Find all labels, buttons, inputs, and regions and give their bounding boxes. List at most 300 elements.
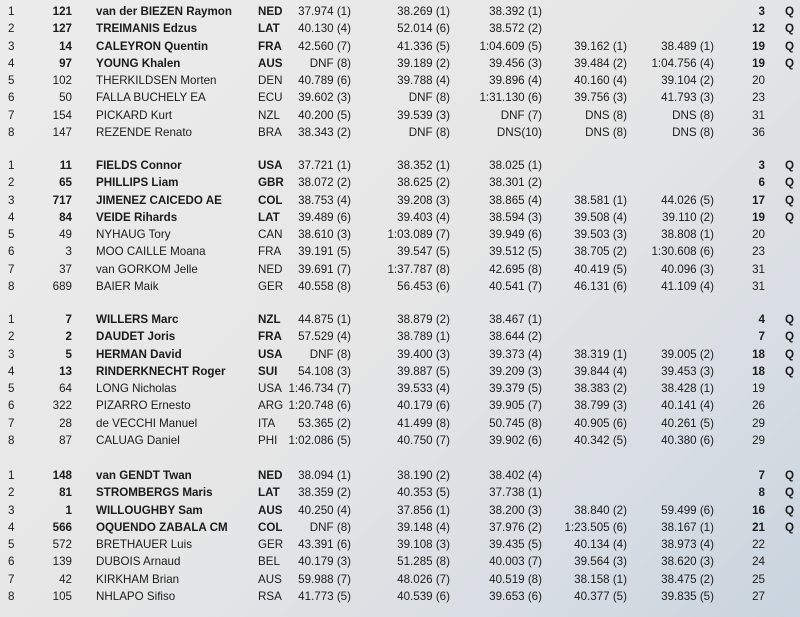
nation-code: CAN: [258, 228, 283, 242]
run-2-time: 39.887 (5): [397, 364, 450, 378]
run-2-time: 39.400 (3): [397, 347, 450, 361]
run-2-time: 39.208 (3): [397, 193, 450, 207]
position-cell: 7: [8, 108, 15, 122]
rider-name: BRETHAUER Luis: [96, 538, 192, 552]
points-total: 23: [752, 245, 765, 259]
table-row: [0, 311, 800, 328]
position-cell: 8: [8, 434, 15, 448]
qualified-mark: Q: [784, 159, 794, 172]
bib-number: 717: [52, 193, 72, 207]
run-1-time: DNF (8): [309, 347, 351, 361]
rider-name: van GORKOM Jelle: [96, 262, 198, 276]
run-1-time: 43.391 (6): [298, 538, 351, 552]
nation-code: AUS: [258, 572, 282, 586]
run-1-time: 38.343 (2): [298, 126, 351, 140]
run-5-time: 44.026 (5): [661, 193, 714, 207]
table-row: [0, 243, 800, 260]
nation-code: DEN: [258, 74, 283, 88]
run-1-time: DNF (8): [309, 56, 351, 70]
heat-3: [0, 311, 800, 449]
position-cell: 3: [8, 347, 15, 361]
run-1-time: 40.179 (3): [298, 555, 351, 569]
qualified-mark: Q: [784, 520, 794, 534]
nation-code: FRA: [258, 245, 282, 259]
bib-number: 102: [52, 74, 72, 88]
bib-number: 97: [59, 56, 72, 70]
run-2-time: 39.539 (3): [397, 108, 450, 122]
points-total: 29: [752, 416, 765, 430]
rider-name: REZENDE Renato: [96, 126, 193, 140]
run-1-time: 54.108 (3): [298, 364, 351, 378]
run-4-time: 40.160 (4): [574, 74, 627, 88]
position-cell: 2: [8, 176, 15, 190]
bib-number: 689: [52, 280, 72, 294]
run-3-time: DNS(10): [496, 126, 542, 140]
bib-number: 5: [65, 347, 72, 361]
run-4-time: DNS (8): [585, 126, 627, 140]
table-row: [0, 502, 800, 519]
run-4-time: 38.705 (2): [574, 245, 627, 259]
run-5-time: 1:04.756 (4): [651, 56, 714, 70]
position-cell: 2: [8, 486, 15, 500]
table-row: [0, 278, 800, 295]
run-3-time: 40.541 (7): [489, 280, 542, 294]
run-4-time: 1:23.505 (6): [564, 520, 627, 534]
table-row: [0, 328, 800, 345]
table-row: [0, 432, 800, 449]
nation-code: FRA: [258, 330, 282, 344]
run-5-time: 38.973 (4): [661, 538, 714, 552]
run-5-time: 38.489 (1): [661, 39, 714, 53]
points-total: 19: [752, 56, 765, 70]
run-3-time: 42.695 (8): [489, 262, 542, 276]
run-5-time: 40.380 (6): [661, 434, 714, 448]
run-1-time: 38.610 (3): [298, 228, 351, 242]
points-total: 23: [752, 91, 765, 105]
qualified-mark: Q: [784, 313, 794, 326]
rider-name: NHLAPO Sifiso: [96, 590, 176, 604]
run-5-time: 38.428 (1): [661, 382, 714, 396]
bib-number: 64: [59, 382, 72, 396]
qualified-mark: Q: [784, 5, 794, 18]
position-cell: 8: [8, 590, 15, 604]
run-4-time: 39.162 (1): [574, 39, 627, 53]
run-2-time: 40.353 (5): [397, 486, 450, 500]
table-row: [0, 72, 800, 89]
rider-name: LONG Nicholas: [96, 382, 177, 396]
run-1-time: 38.359 (2): [298, 486, 351, 500]
run-4-time: 39.503 (3): [574, 228, 627, 242]
points-total: 26: [752, 399, 765, 413]
table-row: [0, 38, 800, 55]
rider-name: CALEYRON Quentin: [96, 39, 209, 53]
run-3-time: 38.200 (3): [489, 503, 542, 517]
points-total: 18: [752, 364, 765, 378]
rider-name: DUBOIS Arnaud: [96, 555, 181, 569]
position-cell: 3: [8, 39, 15, 53]
position-cell: 1: [8, 313, 15, 326]
run-3-time: 39.209 (3): [489, 364, 542, 378]
run-4-time: 38.383 (2): [574, 382, 627, 396]
bib-number: 3: [65, 245, 72, 259]
run-3-time: 38.467 (1): [489, 313, 542, 326]
qualified-mark: Q: [784, 364, 794, 378]
run-2-time: 39.148 (4): [397, 520, 450, 534]
position-cell: 5: [8, 228, 15, 242]
run-1-time: 42.560 (7): [298, 39, 351, 53]
run-3-time: 39.435 (5): [489, 538, 542, 552]
table-row: [0, 588, 800, 605]
bib-number: 42: [59, 572, 72, 586]
table-row: [0, 363, 800, 380]
position-cell: 4: [8, 210, 15, 224]
bib-number: 49: [59, 228, 72, 242]
position-cell: 5: [8, 538, 15, 552]
run-2-time: 51.285 (8): [397, 555, 450, 569]
table-row: [0, 192, 800, 209]
table-row: [0, 553, 800, 570]
points-total: 3: [758, 5, 765, 18]
table-row: [0, 124, 800, 141]
qualified-mark: Q: [784, 22, 794, 36]
position-cell: 4: [8, 56, 15, 70]
run-3-time: 38.572 (2): [489, 22, 542, 36]
points-total: 4: [758, 313, 765, 326]
run-3-time: 38.865 (4): [489, 193, 542, 207]
run-2-time: 38.625 (2): [397, 176, 450, 190]
bib-number: 11: [59, 159, 72, 172]
run-3-time: 38.301 (2): [489, 176, 542, 190]
rider-name: JIMENEZ CAICEDO AE: [96, 193, 222, 207]
run-3-time: 37.976 (2): [489, 520, 542, 534]
run-5-time: 40.096 (3): [661, 262, 714, 276]
bib-number: 7: [65, 313, 72, 326]
run-5-time: 38.167 (1): [661, 520, 714, 534]
table-row: [0, 380, 800, 397]
nation-code: BEL: [258, 555, 280, 569]
run-4-time: 39.564 (3): [574, 555, 627, 569]
run-1-time: 1:46.734 (7): [288, 382, 351, 396]
nation-code: COL: [258, 193, 283, 207]
points-total: 19: [752, 210, 765, 224]
run-4-time: 39.484 (2): [574, 56, 627, 70]
run-3-time: 39.905 (7): [489, 399, 542, 413]
run-5-time: DNS (8): [672, 108, 714, 122]
bib-number: 65: [59, 176, 72, 190]
run-2-time: 52.014 (6): [397, 22, 450, 36]
bib-number: 147: [52, 126, 72, 140]
run-2-time: 41.336 (5): [397, 39, 450, 53]
bib-number: 2: [65, 330, 72, 344]
nation-code: NED: [258, 469, 283, 482]
position-cell: 2: [8, 22, 15, 36]
run-5-time: 1:30.608 (6): [651, 245, 714, 259]
run-1-time: 39.191 (5): [298, 245, 351, 259]
run-4-time: 38.319 (1): [574, 347, 627, 361]
rider-name: CALUAG Daniel: [96, 434, 180, 448]
run-1-time: 40.130 (4): [298, 22, 351, 36]
bib-number: 148: [52, 469, 72, 482]
nation-code: USA: [258, 382, 282, 396]
run-2-time: 39.108 (3): [397, 538, 450, 552]
table-row: [0, 226, 800, 243]
nation-code: ITA: [258, 416, 276, 430]
nation-code: FRA: [258, 39, 282, 53]
points-total: 19: [752, 382, 765, 396]
run-5-time: 38.808 (1): [661, 228, 714, 242]
run-3-time: 38.025 (1): [489, 159, 542, 172]
rider-name: RINDERKNECHT Roger: [96, 364, 226, 378]
points-total: 7: [758, 469, 765, 482]
run-4-time: 38.158 (1): [574, 572, 627, 586]
rider-name: WILLERS Marc: [96, 313, 179, 326]
run-2-time: 39.403 (4): [397, 210, 450, 224]
nation-code: NZL: [258, 108, 280, 122]
qualified-mark: Q: [784, 347, 794, 361]
run-3-time: 50.745 (8): [489, 416, 542, 430]
run-1-time: 41.773 (5): [298, 590, 351, 604]
run-3-time: 40.519 (8): [489, 572, 542, 586]
rider-name: BAIER Maik: [96, 280, 159, 294]
points-total: 27: [752, 590, 765, 604]
position-cell: 7: [8, 262, 15, 276]
run-1-time: 37.974 (1): [298, 5, 351, 18]
run-4-time: DNS (8): [585, 108, 627, 122]
run-5-time: DNS (8): [672, 126, 714, 140]
bib-number: 13: [59, 364, 72, 378]
points-total: 24: [752, 555, 765, 569]
run-3-time: 39.456 (3): [489, 56, 542, 70]
bib-number: 154: [52, 108, 72, 122]
run-2-time: 1:37.787 (8): [387, 262, 450, 276]
run-3-time: 38.392 (1): [489, 5, 542, 18]
bib-number: 14: [59, 39, 72, 53]
rider-name: WILLOUGHBY Sam: [96, 503, 203, 517]
points-total: 36: [752, 126, 765, 140]
heat-4: [0, 467, 800, 605]
table-row: [0, 261, 800, 278]
run-1-time: 40.200 (5): [298, 108, 351, 122]
table-row: [0, 20, 800, 37]
nation-code: LAT: [258, 486, 280, 500]
rider-name: FIELDS Connor: [96, 159, 182, 172]
bib-number: 121: [52, 5, 72, 18]
run-5-time: 41.109 (4): [661, 280, 714, 294]
run-1-time: 39.489 (6): [298, 210, 351, 224]
nation-code: NZL: [258, 313, 281, 326]
rider-name: PICKARD Kurt: [96, 108, 173, 122]
qualified-mark: Q: [784, 39, 794, 53]
nation-code: BRA: [258, 126, 282, 140]
run-3-time: 37.738 (1): [489, 486, 542, 500]
run-5-time: 39.005 (2): [661, 347, 714, 361]
rider-name: MOO CAILLE Moana: [96, 245, 206, 259]
run-5-time: 40.141 (4): [661, 399, 714, 413]
run-5-time: 39.453 (3): [661, 364, 714, 378]
run-1-time: 37.721 (1): [298, 159, 351, 172]
nation-code: NED: [258, 262, 283, 276]
run-1-time: 1:02.086 (5): [288, 434, 351, 448]
bib-number: 127: [52, 22, 72, 36]
position-cell: 4: [8, 520, 15, 534]
nation-code: GER: [258, 538, 284, 552]
run-5-time: 39.835 (5): [661, 590, 714, 604]
rider-name: PHILLIPS Liam: [96, 176, 179, 190]
table-row: [0, 346, 800, 363]
rider-name: OQUENDO ZABALA CM: [96, 520, 228, 534]
run-2-time: 40.750 (7): [397, 434, 450, 448]
position-cell: 8: [8, 280, 15, 294]
points-total: 8: [758, 486, 765, 500]
bib-number: 37: [59, 262, 72, 276]
run-1-time: 1:20.748 (6): [288, 399, 351, 413]
run-1-time: 38.072 (2): [298, 176, 351, 190]
nation-code: NED: [258, 5, 283, 18]
nation-code: AUS: [258, 56, 283, 70]
run-2-time: 37.856 (1): [397, 503, 450, 517]
nation-code: GBR: [258, 176, 284, 190]
position-cell: 1: [8, 5, 15, 18]
run-3-time: DNF (7): [500, 108, 542, 122]
run-1-time: DNF (8): [309, 520, 351, 534]
run-2-time: 40.539 (6): [397, 590, 450, 604]
rider-name: PIZARRO Ernesto: [96, 399, 191, 413]
position-cell: 3: [8, 503, 15, 517]
run-2-time: DNF (8): [408, 126, 450, 140]
rider-name: van der BIEZEN Raymon: [96, 5, 232, 18]
run-3-time: 38.594 (3): [489, 210, 542, 224]
run-5-time: 39.104 (2): [661, 74, 714, 88]
run-3-time: 1:31.130 (6): [479, 91, 542, 105]
run-2-time: 1:03.089 (7): [387, 228, 450, 242]
points-total: 31: [752, 280, 765, 294]
points-total: 18: [752, 347, 765, 361]
rider-name: van GENDT Twan: [96, 469, 192, 482]
run-1-time: 44.875 (1): [298, 313, 351, 326]
rider-name: TREIMANIS Edzus: [96, 22, 198, 36]
run-3-time: 38.644 (2): [489, 330, 542, 344]
bib-number: 28: [59, 416, 72, 430]
table-row: [0, 519, 800, 536]
nation-code: ECU: [258, 91, 283, 105]
nation-code: LAT: [258, 210, 280, 224]
position-cell: 6: [8, 399, 15, 413]
run-4-time: 38.581 (1): [574, 193, 627, 207]
run-2-time: 38.352 (1): [397, 159, 450, 172]
run-2-time: 38.879 (2): [397, 313, 450, 326]
run-3-time: 39.373 (4): [489, 347, 542, 361]
table-row: [0, 174, 800, 191]
qualified-mark: Q: [784, 503, 794, 517]
run-4-time: 38.840 (2): [574, 503, 627, 517]
table-row: [0, 89, 800, 106]
run-3-time: 40.003 (7): [489, 555, 542, 569]
rider-name: FALLA BUCHELY EA: [96, 91, 206, 105]
points-total: 17: [752, 193, 765, 207]
points-total: 16: [752, 503, 765, 517]
run-2-time: 40.179 (6): [397, 399, 450, 413]
rider-name: STROMBERGS Maris: [96, 486, 213, 500]
points-total: 19: [752, 39, 765, 53]
position-cell: 2: [8, 330, 15, 344]
nation-code: ARG: [258, 399, 284, 413]
bib-number: 566: [52, 520, 72, 534]
rider-name: de VECCHI Manuel: [96, 416, 198, 430]
rider-name: YOUNG Khalen: [96, 56, 181, 70]
position-cell: 8: [8, 126, 15, 140]
heat-1: [0, 3, 800, 141]
run-2-time: 41.499 (8): [397, 416, 450, 430]
run-4-time: 40.419 (5): [574, 262, 627, 276]
run-2-time: 38.269 (1): [397, 5, 450, 18]
table-row: [0, 107, 800, 124]
table-row: [0, 571, 800, 588]
qualified-mark: Q: [784, 486, 794, 500]
run-2-time: 39.533 (4): [397, 382, 450, 396]
bib-number: 50: [59, 91, 72, 105]
position-cell: 4: [8, 364, 15, 378]
run-4-time: 40.134 (4): [574, 538, 627, 552]
table-row: [0, 3, 800, 20]
qualified-mark: Q: [784, 210, 794, 224]
points-total: 25: [752, 572, 765, 586]
points-total: 21: [752, 520, 765, 534]
run-2-time: 39.547 (5): [397, 245, 450, 259]
run-4-time: 39.756 (3): [574, 91, 627, 105]
qualified-mark: Q: [784, 469, 794, 482]
run-2-time: 56.453 (6): [397, 280, 450, 294]
points-total: 22: [752, 538, 765, 552]
run-3-time: 1:04.609 (5): [479, 39, 542, 53]
run-1-time: 38.094 (1): [298, 469, 351, 482]
points-total: 20: [752, 228, 765, 242]
qualified-mark: Q: [784, 330, 794, 344]
run-5-time: 41.793 (3): [661, 91, 714, 105]
run-5-time: 38.620 (3): [661, 555, 714, 569]
nation-code: GER: [258, 280, 284, 294]
run-4-time: 39.508 (4): [574, 210, 627, 224]
rider-name: KIRKHAM Brian: [96, 572, 180, 586]
run-2-time: 38.190 (2): [397, 469, 450, 482]
bib-number: 87: [59, 434, 72, 448]
position-cell: 1: [8, 469, 15, 482]
points-total: 20: [752, 74, 765, 88]
rider-name: NYHAUG Tory: [96, 228, 171, 242]
rider-name: HERMAN David: [96, 347, 182, 361]
run-1-time: 39.602 (3): [298, 91, 351, 105]
nation-code: RSA: [258, 590, 282, 604]
run-2-time: 48.026 (7): [397, 572, 450, 586]
run-3-time: 39.512 (5): [489, 245, 542, 259]
points-total: 7: [758, 330, 765, 344]
position-cell: 6: [8, 91, 15, 105]
table-row: [0, 415, 800, 432]
table-row: [0, 536, 800, 553]
run-4-time: 38.799 (3): [574, 399, 627, 413]
position-cell: 1: [8, 159, 15, 172]
table-row: [0, 467, 800, 484]
run-2-time: DNF (8): [408, 91, 450, 105]
run-3-time: 39.653 (6): [489, 590, 542, 604]
run-4-time: 40.377 (5): [574, 590, 627, 604]
position-cell: 6: [8, 555, 15, 569]
position-cell: 6: [8, 245, 15, 259]
run-5-time: 59.499 (6): [661, 503, 714, 517]
nation-code: COL: [258, 520, 283, 534]
points-total: 3: [758, 159, 765, 172]
run-2-time: 38.789 (1): [397, 330, 450, 344]
run-1-time: 39.691 (7): [298, 262, 351, 276]
